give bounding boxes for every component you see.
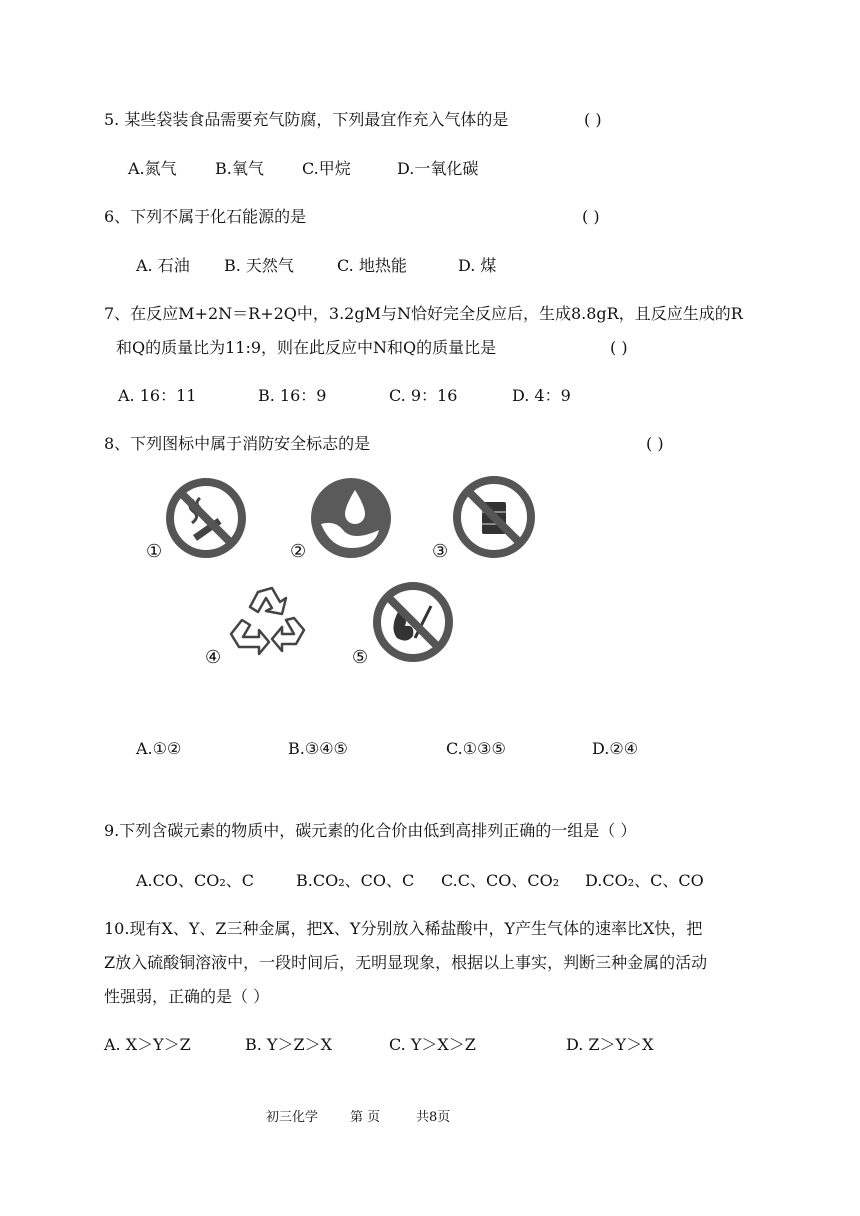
no-smoking-icon <box>164 476 248 560</box>
footer-subject: 初三化学 <box>266 1110 319 1125</box>
q7-stem-line1: 7、在反应M+2N＝R+2Q中，3.2gM与N恰好完全反应后，生成8.8gR，且反应生成的R <box>104 304 743 323</box>
q5-option-c: C.甲烷 <box>302 159 351 178</box>
q10-stem-line1: 10.现有X、Y、Z三种金属，把X、Y分别放入稀盐酸中，Y产生气体的速率比X快，把 <box>104 919 703 938</box>
q7-option-a: A. 16：11 <box>118 386 197 405</box>
icon-label-2: ② <box>290 541 307 562</box>
q10-option-b: B. Y＞Z＞X <box>245 1035 333 1054</box>
no-open-flame-icon <box>371 580 455 664</box>
q8-answer-paren: ( ) <box>646 434 664 453</box>
q10-option-d: D. Z＞Y＞X <box>566 1035 654 1054</box>
q5-answer-paren: ( ) <box>584 110 602 129</box>
water-conservation-icon <box>309 476 393 560</box>
q10-stem-line3: 性强弱，正确的是（ ） <box>104 987 270 1006</box>
q5-option-a: A.氮气 <box>128 159 177 178</box>
q8-option-b: B.③④⑤ <box>288 739 348 758</box>
q7-answer-paren: ( ) <box>610 338 628 357</box>
q9-option-a: A.CO、CO₂、C <box>136 871 255 890</box>
q8-stem: 8、下列图标中属于消防安全标志的是 <box>104 434 371 453</box>
q8-option-a: A.①② <box>136 739 182 758</box>
q10-option-a: A. X＞Y＞Z <box>104 1035 191 1054</box>
icon-label-5: ⑤ <box>352 647 369 668</box>
q9-option-c: C.C、CO、CO₂ <box>441 871 560 890</box>
q5-option-d: D.一氧化碳 <box>397 159 479 178</box>
q9-option-b: B.CO₂、CO、C <box>296 871 415 890</box>
no-flammable-barrel-icon <box>451 474 537 560</box>
q7-option-c: C. 9：16 <box>389 386 458 405</box>
q8-option-c: C.①③⑤ <box>446 739 506 758</box>
q6-option-b: B. 天然气 <box>224 256 294 275</box>
recycle-icon <box>228 582 312 662</box>
q7-stem-line2: 和Q的质量比为11:9，则在此反应中N和Q的质量比是 <box>116 338 497 357</box>
q6-option-c: C. 地热能 <box>337 256 407 275</box>
icon-label-3: ③ <box>432 541 449 562</box>
q9-option-d: D.CO₂、C、CO <box>585 871 704 890</box>
q10-stem-line2: Z放入硫酸铜溶液中，一段时间后，无明显现象，根据以上事实，判断三种金属的活动 <box>104 953 708 972</box>
q9-stem: 9.下列含碳元素的物质中，碳元素的化合价由低到高排列正确的一组是（ ） <box>104 821 637 840</box>
footer-total: 共8页 <box>416 1110 451 1125</box>
q7-option-b: B. 16：9 <box>258 386 327 405</box>
q8-option-d: D.②④ <box>592 739 639 758</box>
q6-answer-paren: ( ) <box>582 207 600 226</box>
q5-stem: 5. 某些袋装食品需要充气防腐，下列最宜作充入气体的是 <box>104 110 509 129</box>
icon-label-4: ④ <box>205 647 222 668</box>
q6-option-d: D. 煤 <box>458 256 497 275</box>
q10-option-c: C. Y＞X＞Z <box>389 1035 476 1054</box>
q6-option-a: A. 石油 <box>136 256 190 275</box>
q6-stem: 6、下列不属于化石能源的是 <box>104 207 307 226</box>
icon-label-1: ① <box>146 541 163 562</box>
footer-page: 第 页 <box>350 1110 381 1125</box>
q5-option-b: B.氧气 <box>215 159 264 178</box>
q7-option-d: D. 4：9 <box>512 386 571 405</box>
